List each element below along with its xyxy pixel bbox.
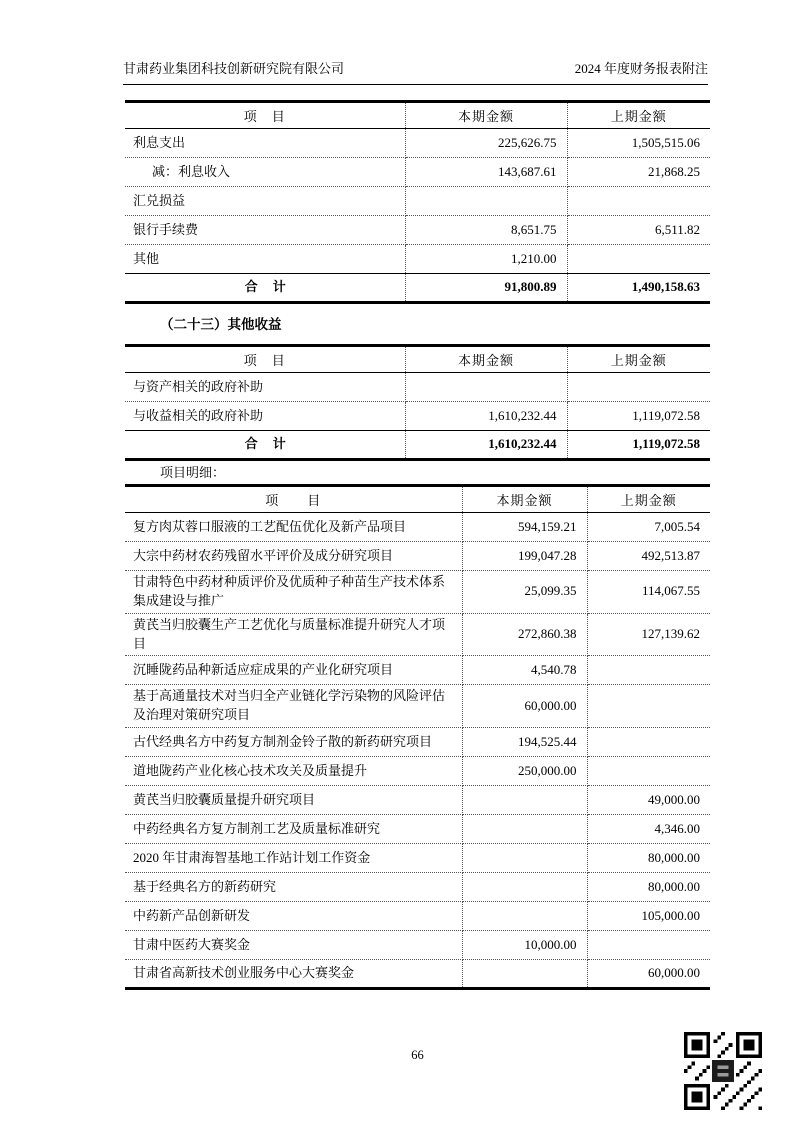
- table-row: [125, 187, 710, 216]
- prior-amount: [567, 187, 710, 216]
- table-row: [125, 158, 710, 187]
- current-amount: 1,610,232.44: [405, 431, 567, 460]
- detail-label: 项目明细：: [160, 465, 226, 480]
- qr-code-pattern: [684, 1032, 762, 1110]
- other-income-detail-table: [125, 484, 710, 990]
- column-header: 本期金额: [405, 102, 567, 129]
- prior-amount: 60,000.00: [648, 965, 700, 981]
- item-name: 甘肃特色中药材种质评价及优质种子种苗生产技术体系集成建设与推广: [125, 571, 462, 614]
- table-row: [125, 960, 710, 989]
- table-row: [125, 844, 710, 873]
- prior-amount: [567, 373, 710, 402]
- prior-amount: 105,000.00: [587, 902, 710, 931]
- table-row: [125, 129, 710, 158]
- current-amount: [405, 187, 567, 216]
- current-amount: [462, 844, 587, 873]
- current-amount: 91,800.89: [405, 274, 567, 303]
- table-row: [125, 542, 710, 571]
- prior-amount: 4,346.00: [587, 815, 710, 844]
- prior-amount: 21,868.25: [567, 158, 710, 187]
- table-row: [125, 613, 710, 656]
- item-name: 减：利息收入: [125, 158, 405, 187]
- column-header: 项 目: [125, 346, 405, 373]
- table-row: [125, 216, 710, 245]
- prior-amount: [587, 656, 710, 685]
- prior-amount: 1,505,515.06: [567, 129, 710, 158]
- table-row: [125, 431, 710, 460]
- item-name: 沉睡陇药品种新适应症成果的产业化研究项目: [125, 656, 462, 685]
- item-name: 甘肃省高新技术创业服务中心大赛奖金: [125, 960, 462, 989]
- column-header: 上期金额: [567, 346, 710, 373]
- page-header: [123, 58, 708, 85]
- item-name: 与资产相关的政府补助: [125, 373, 405, 402]
- item-name: 中药新产品创新研发: [125, 902, 462, 931]
- item-name: 合 计: [125, 274, 405, 303]
- table-row: [125, 656, 710, 685]
- item-name: 黄芪当归胶囊质量提升研究项目: [125, 786, 462, 815]
- table-row: [125, 373, 710, 402]
- item-name: 道地陇药产业化核心技术攻关及质量提升: [125, 757, 462, 786]
- prior-amount: [587, 931, 710, 960]
- table-row: [125, 571, 710, 614]
- current-amount: 4,540.78: [462, 656, 587, 685]
- current-amount: [462, 960, 587, 989]
- prior-amount: 6,511.82: [567, 216, 710, 245]
- column-header: 本期金额: [405, 346, 567, 373]
- item-name: 中药经典名方复方制剂工艺及质量标准研究: [125, 815, 462, 844]
- table-row: [125, 931, 710, 960]
- prior-amount: 127,139.62: [587, 613, 710, 656]
- finance-expense-table: [125, 100, 710, 304]
- current-amount: 25,099.35: [462, 571, 587, 614]
- table-row: [125, 685, 710, 728]
- page-content: [125, 100, 710, 990]
- table-row: [125, 902, 710, 931]
- current-amount: 143,687.61: [405, 158, 567, 187]
- section-title: （二十三）其他收益: [160, 317, 282, 332]
- other-income-summary-table: [125, 344, 710, 461]
- current-amount: 250,000.00: [462, 757, 587, 786]
- current-amount: 10,000.00: [462, 931, 587, 960]
- current-amount: 225,626.75: [405, 129, 567, 158]
- table-row: [125, 815, 710, 844]
- current-amount: [462, 873, 587, 902]
- prior-amount: 114,067.55: [587, 571, 710, 614]
- table-header-row: [125, 486, 710, 513]
- prior-amount: 1,119,072.58: [567, 431, 710, 460]
- qr-code: [684, 1032, 762, 1110]
- prior-amount: 80,000.00: [587, 844, 710, 873]
- current-amount: [462, 815, 587, 844]
- prior-amount: 49,000.00: [587, 786, 710, 815]
- item-name: 其他: [125, 245, 405, 274]
- current-amount: [405, 373, 567, 402]
- item-name: 汇兑损益: [125, 187, 405, 216]
- prior-amount: 1,119,072.58: [567, 402, 710, 431]
- item-name: 2020 年甘肃海智基地工作站计划工作资金: [125, 844, 462, 873]
- current-amount: 194,525.44: [462, 728, 587, 757]
- item-name: 与收益相关的政府补助: [125, 402, 405, 431]
- page-footer: [125, 1048, 710, 1063]
- prior-amount: [587, 728, 710, 757]
- prior-amount: 7,005.54: [587, 513, 710, 542]
- table-row: [125, 873, 710, 902]
- item-name: 银行手续费: [125, 216, 405, 245]
- table-row: [125, 728, 710, 757]
- item-name: 古代经典名方中药复方制剂金铃子散的新药研究项目: [125, 728, 462, 757]
- current-amount: 272,860.38: [462, 613, 587, 656]
- item-name: 利息支出: [125, 129, 405, 158]
- item-name: 甘肃中医药大赛奖金: [125, 931, 462, 960]
- company-name: 甘肃药业集团科技创新研究院有限公司: [123, 61, 345, 76]
- current-amount: 60,000.00: [462, 685, 587, 728]
- current-amount: [462, 902, 587, 931]
- page-number: 66: [411, 1048, 424, 1062]
- column-header: 项 目: [125, 486, 462, 513]
- table-row: [125, 757, 710, 786]
- prior-amount: 492,513.87: [587, 542, 710, 571]
- current-amount: 8,651.75: [405, 216, 567, 245]
- prior-amount: 1,490,158.63: [567, 274, 710, 303]
- table-row: [125, 513, 710, 542]
- current-amount: 594,159.21: [462, 513, 587, 542]
- table-header-row: [125, 102, 710, 129]
- table-header-row: [125, 346, 710, 373]
- prior-amount: [567, 245, 710, 274]
- prior-amount: [587, 757, 710, 786]
- item-name: 基于经典名方的新药研究: [125, 873, 462, 902]
- column-header: 项 目: [125, 102, 405, 129]
- column-header: 上期金额: [587, 486, 710, 513]
- current-amount: 1,610,232.44: [405, 402, 567, 431]
- column-header: 上期金额: [567, 102, 710, 129]
- table-row: [125, 402, 710, 431]
- table-row: [125, 245, 710, 274]
- item-name: 大宗中药材农药残留水平评价及成分研究项目: [125, 542, 462, 571]
- item-name: 黄芪当归胶囊生产工艺优化与质量标准提升研究人才项目: [125, 613, 462, 656]
- current-amount: 1,210.00: [405, 245, 567, 274]
- table-row: [125, 274, 710, 303]
- doc-title: 2024 年度财务报表附注: [574, 61, 708, 76]
- current-amount: 199,047.28: [462, 542, 587, 571]
- item-name: 复方肉苁蓉口服液的工艺配伍优化及新产品项目: [125, 513, 462, 542]
- current-amount: [462, 786, 587, 815]
- item-name: 基于高通量技术对当归全产业链化学污染物的风险评估及治理对策研究项目: [125, 685, 462, 728]
- column-header: 本期金额: [462, 486, 587, 513]
- table-row: [125, 786, 710, 815]
- item-name: 合 计: [125, 431, 405, 460]
- prior-amount: 80,000.00: [587, 873, 710, 902]
- prior-amount: [587, 685, 710, 728]
